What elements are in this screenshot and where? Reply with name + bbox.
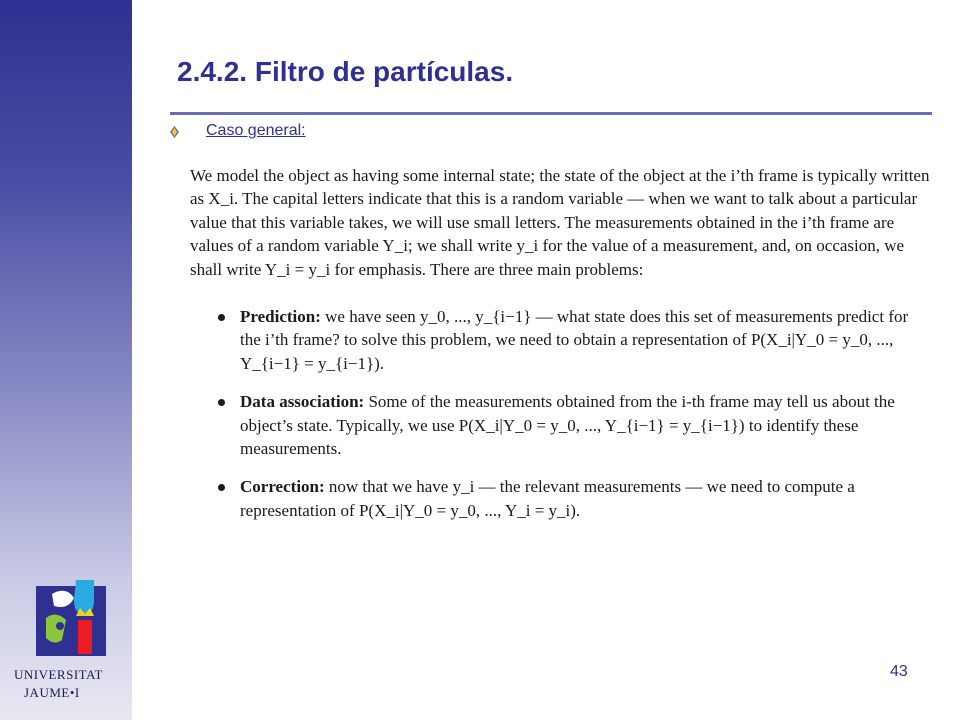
intro-paragraph: We model the object as having some internal state; the state of the object at the i’th frame is typically written as X_i. The capital letters indicate that this is a random variable — when we want to talk about a particular value that this variable takes, we will use small letters. The measurements obtained in the i’th frame are values of a random variable Y_i; we shall write y_i for the value of a measurement, and, on occasion, we shall write Y_i = y_i for emphasis. There are three main problems: bbox=[190, 166, 930, 279]
item-text: now that we have y_i — the relevant measurements — we need to compute a representation of P(X_i|Y_0 = y_0, ..., Y_i = y_i). bbox=[240, 477, 855, 520]
section-subtitle: Caso general: bbox=[206, 122, 306, 139]
university-logo bbox=[14, 580, 159, 705]
item-text: we have seen y_0, ..., y_{i−1} — what state does this set of measurements predict for the i’th frame? to solve this problem, we need to obtain a representation of P(X_i|Y_0 = y_0, ..., Y_{i−1} = y_{i−1}). bbox=[240, 307, 909, 373]
bullet-dot-icon bbox=[218, 314, 225, 321]
bullet-dot-icon bbox=[218, 484, 225, 491]
item-term: Data association: bbox=[240, 392, 365, 412]
bullet-dot-icon bbox=[218, 399, 225, 406]
item-term: Prediction: bbox=[240, 307, 321, 327]
list-item bbox=[190, 475, 930, 522]
item-term: Correction: bbox=[240, 477, 325, 497]
logo-wordmark bbox=[14, 666, 159, 702]
logo-line-1: UNIVERSITAT bbox=[14, 667, 103, 682]
title-divider bbox=[170, 112, 932, 115]
item-text: Some of the measurements obtained from the i-th frame may tell us about the object’s state. Typically, we use P(X_i|Y_0 = y_0, ..., Y_{i−1} = y_{i−1}) to identify these measurements. bbox=[240, 392, 895, 459]
list-item bbox=[190, 305, 930, 375]
diamond-bullet-icon bbox=[170, 126, 179, 138]
logo-icon bbox=[36, 580, 126, 660]
logo-line-2: JAUME•I bbox=[24, 685, 80, 700]
scanned-text-block bbox=[190, 164, 930, 537]
page-title: 2.4.2. Filtro de partículas. bbox=[177, 56, 514, 87]
list-item bbox=[190, 390, 930, 460]
page-number: 43 bbox=[890, 663, 908, 680]
problem-list bbox=[190, 305, 930, 522]
